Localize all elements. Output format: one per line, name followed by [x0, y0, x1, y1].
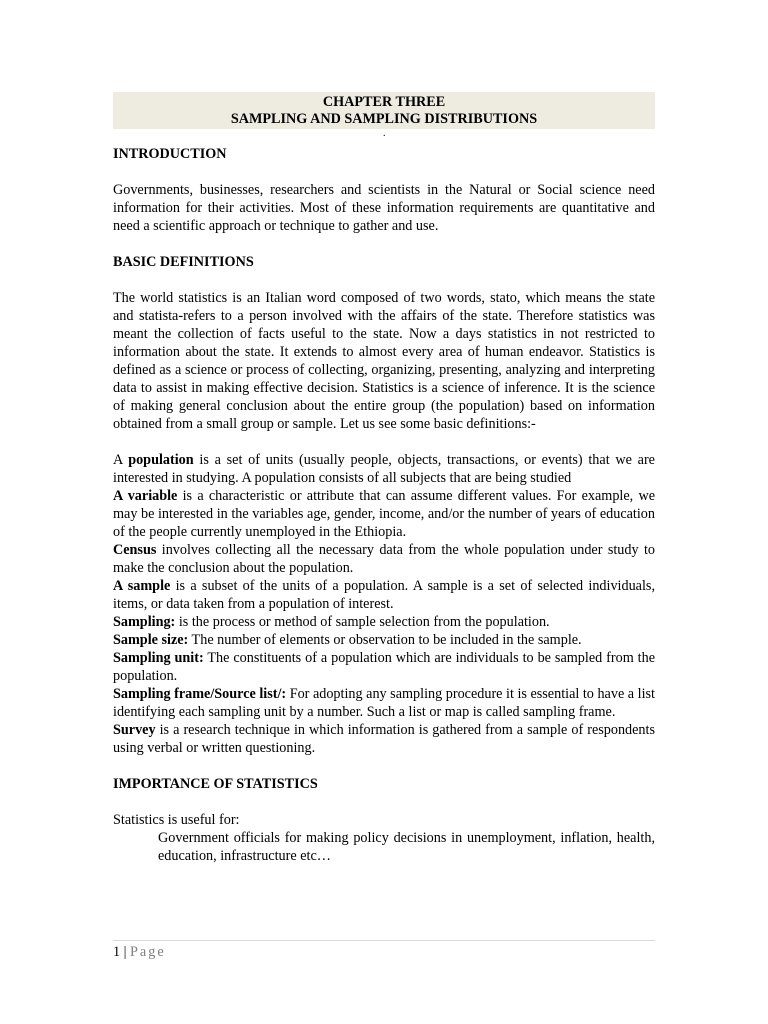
definition-population — [113, 451, 655, 487]
basic-definitions-heading: BASIC DEFINITIONS — [113, 254, 254, 270]
chapter-subtitle: SAMPLING AND SAMPLING DISTRIBUTIONS — [230, 111, 538, 127]
definition-sample-size — [113, 631, 655, 649]
banner-dot: . — [383, 128, 386, 139]
definition-text: For adopting any sampling procedure it is essential to have a list identifying each sampling unit by a number. Such a list or map is called sampling frame. — [113, 686, 655, 720]
definition-text: is a characteristic or attribute that can assume different values. For example, we may be interested in the variables age, gender, income, and/or the number of years of education of the people currently unemployed in the Ethiopia. — [113, 488, 655, 540]
importance-lead: Statistics is useful for: — [113, 812, 240, 828]
definition-sample — [113, 577, 655, 613]
definition-term: Sampling unit: — [113, 650, 204, 666]
definition-text: is a subset of the units of a population. A sample is a set of selected individuals, items, or data taken from a population of interest. — [113, 578, 655, 612]
definition-term: A variable — [113, 488, 178, 504]
importance-item: Government officials for making policy decisions in unemployment, inflation, health, education, infrastructure etc… — [158, 830, 655, 864]
definition-text: involves collecting all the necessary data from the whole population under study to make the conclusion about the population. — [113, 542, 655, 576]
document-page — [113, 92, 655, 865]
definition-variable — [113, 487, 655, 541]
chapter-title: CHAPTER THREE — [322, 94, 446, 110]
page-footer — [113, 940, 655, 961]
definition-text: is the process or method of sample selection from the population. — [175, 614, 550, 630]
definition-sampling — [113, 613, 655, 631]
definition-term: Sampling: — [113, 614, 176, 630]
definition-term: population — [128, 452, 194, 468]
introduction-paragraph: Governments, businesses, researchers and scientists in the Natural or Social science need information for their activities. Most of these information requirements are quantitative and need a scientific approach or technique to gather and use. — [113, 182, 655, 234]
page-separator: | — [120, 944, 131, 960]
importance-heading: IMPORTANCE OF STATISTICS — [113, 776, 318, 792]
page-number: 1 — [113, 944, 121, 960]
definition-term: Census — [113, 542, 157, 558]
definition-text: is a research technique in which information is gathered from a sample of respondents using verbal or written questioning. — [113, 722, 655, 756]
definition-census — [113, 541, 655, 577]
definition-term: Survey — [113, 722, 156, 738]
definition-term: Sample size: — [113, 632, 189, 648]
definition-survey — [113, 721, 655, 757]
basic-definitions-paragraph: The world statistics is an Italian word composed of two words, stato, which means the state and statista-refers to a person involved with the affairs of the state. Therefore statistics was meant the collection of facts useful to the state. Now a days statistics in not restricted to information about the state. It extends to almost every area of human endeavor. Statistics is defined as a science or process of collecting, organizing, presenting, analyzing and interpreting data to assist in making effective decision. Statistics is a science of inference. It is the science of making general conclusion about the entire group (the population) based on information obtained from a small group or sample. Let us see some basic definitions:- — [113, 290, 655, 432]
definition-text: The number of elements or observation to be included in the sample. — [188, 632, 582, 648]
definition-term: A sample — [113, 578, 171, 594]
definition-sampling-frame — [113, 685, 655, 721]
introduction-heading: INTRODUCTION — [113, 146, 227, 162]
definition-term: Sampling frame/Source list/: — [113, 686, 287, 702]
page-label: Page — [130, 944, 166, 960]
chapter-banner — [113, 92, 655, 129]
definition-text: is a set of units (usually people, objects, transactions, or events) that we are interested in studying. A population consists of all subjects that are being studied — [113, 452, 655, 486]
definitions-list — [113, 451, 655, 757]
definition-sampling-unit — [113, 649, 655, 685]
definition-text: The constituents of a population which are individuals to be sampled from the population. — [113, 650, 656, 684]
definition-prefix: A — [113, 452, 129, 468]
